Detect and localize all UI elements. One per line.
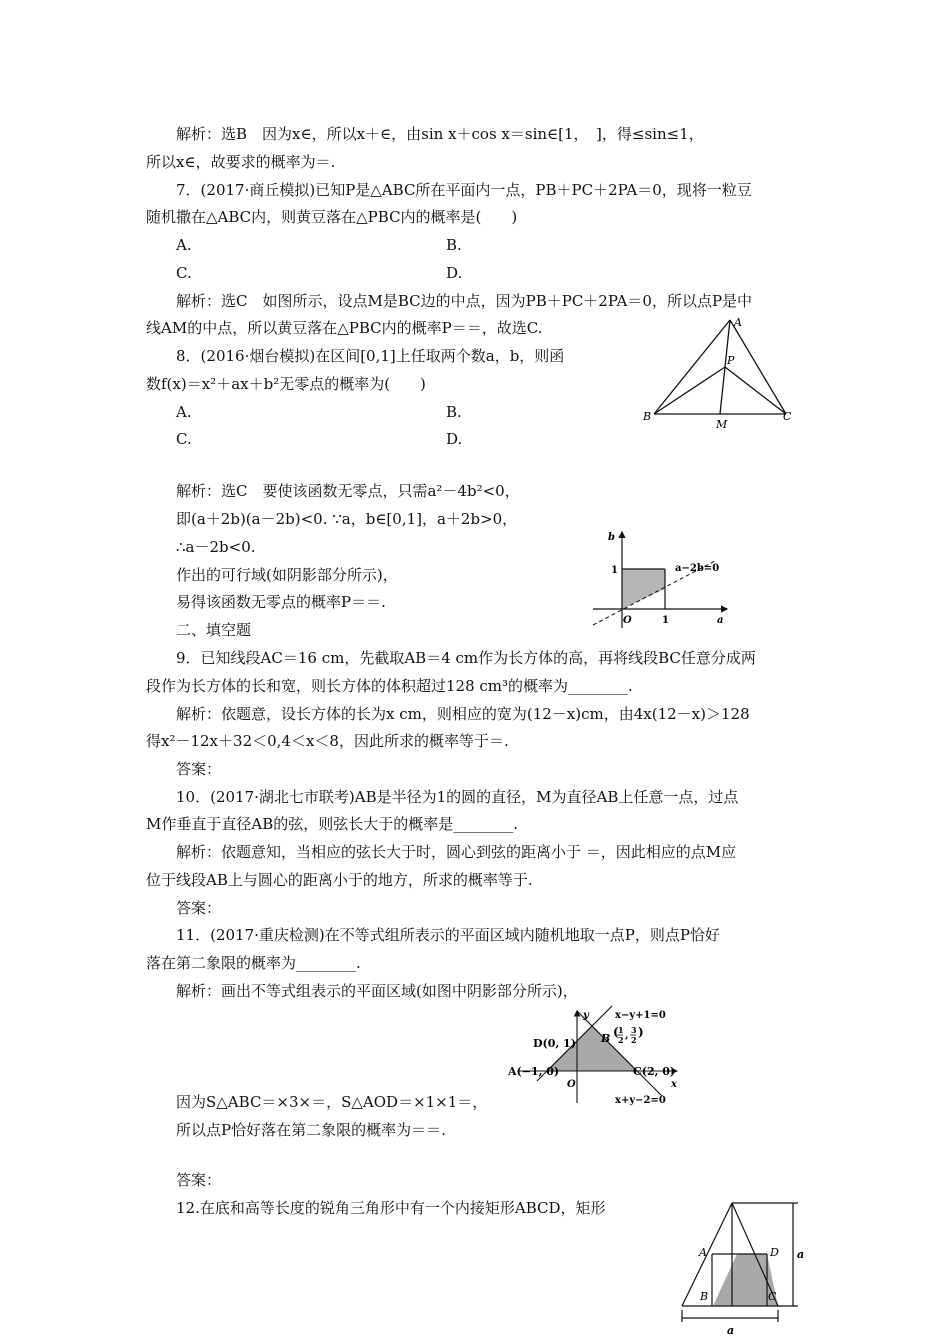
q8-solution-line4: 作出的可行域(如阴影部分所示)， (176, 566, 398, 584)
q9-stem-line2: 段作为长方体的长和宽，则长方体的体积超过128 cm³的概率为________. (146, 677, 633, 695)
q11-solution-line2: 因为S△ABC＝×3×＝，S△AOD＝×1×1＝， (176, 1093, 488, 1111)
q9-stem-line1: 9．已知线段AC＝16 cm，先截取AB＝4 cm作为长方体的高，再将线段BC任意分成两 (176, 649, 756, 667)
label-a: A (734, 316, 742, 329)
q10-answer: 答案： (176, 899, 222, 917)
q7-solution-line1: 解析：选C 如图所示，设点M是BC边的中点，因为PB＋PC＋2PA＝0，所以点P是中 (176, 292, 753, 310)
q8-option-b: B. (446, 403, 462, 421)
line2-label: x+y−2=0 (615, 1095, 666, 1106)
rect-label-b: B (700, 1290, 709, 1303)
q8-stem-line2: 数f(x)＝x²＋ax＋b²无零点的概率为( ) (146, 375, 426, 393)
q7-solution-line2: 线AM的中点，所以黄豆落在△PBC内的概率P＝＝，故选C. (146, 319, 543, 337)
feasible-region-figure (585, 528, 735, 633)
q11-stem-line2: 落在第二象限的概率为________. (146, 954, 361, 972)
rect-label-a: A (699, 1246, 707, 1259)
rect-label-c: C (768, 1290, 777, 1303)
q9-solution-line1: 解析：依题意，设长方体的长为x cm，则相应的宽为(12－x)cm，由4x(12－x)＞128 (176, 705, 750, 723)
line-label: a−2b=0 (675, 563, 720, 574)
label-b: B (643, 410, 652, 423)
axis-x-label: x (671, 1079, 677, 1090)
height-label: a (797, 1248, 805, 1261)
q10-stem-line2: M作垂直于直径AB的弦，则弦长大于的概率是________. (146, 815, 518, 833)
point-d-label: D(0, 1) (533, 1037, 576, 1050)
q7-stem-line1: 7．(2017·商丘模拟)已知P是△ABC所在平面内一点，PB＋PC＋2PA＝0，现将一粒豆 (176, 181, 752, 199)
q11-answer: 答案： (176, 1171, 222, 1189)
q10-solution-line1: 解析：依题意知，当相应的弦长大于时，圆心到弦的距离小于 ＝，因此相应的点M应 (176, 843, 737, 861)
label-p: P (727, 354, 735, 367)
q10-stem-line1: 10．(2017·湖北七市联考)AB是半径为1的圆的直径，M为直径AB上任意一点，过点 (176, 788, 739, 806)
q7-option-b: B. (446, 236, 462, 254)
point-b-paren-open: ( (613, 1025, 619, 1039)
q8-solution-line1: 解析：选C 要使该函数无零点，只需a²－4b²<0， (176, 482, 520, 500)
point-a-label: A(−1, 0) (508, 1065, 560, 1078)
rect-label-d: D (770, 1246, 779, 1259)
q9-answer: 答案： (176, 760, 222, 778)
q8-solution-line3: ∴a－2b<0. (176, 538, 256, 556)
origin-label: O (567, 1079, 576, 1090)
q7-option-c: C. (176, 264, 192, 282)
q7-option-d: D. (446, 264, 463, 282)
q10-solution-line2: 位于线段AB上与圆心的距离小于的地方，所求的概率等于. (146, 871, 533, 889)
origin-label: O (623, 615, 632, 626)
axis-a-label: a (717, 615, 724, 626)
point-b-comma: , (625, 1030, 629, 1041)
base-label: a (727, 1324, 735, 1337)
q8-option-c: C. (176, 430, 192, 448)
q8-solution-line2: 即(a＋2b)(a－2b)<0. ∵a，b∈[0,1]，a＋2b>0， (176, 510, 518, 528)
q6-solution-line1: 解析：选B 因为x∈，所以x＋∈，由sin x＋cos x＝sin∈[1， ]，得≤sin≤1， (176, 125, 704, 143)
axis-y-label: y (583, 1010, 589, 1021)
point-b-num-y: 3 (631, 1025, 637, 1035)
tick-one-b: 1 (611, 565, 618, 576)
inscribed-rectangle-figure (672, 1198, 812, 1344)
inequality-region-figure (505, 1008, 685, 1108)
point-b-den-y: 2 (631, 1035, 637, 1045)
q7-stem-line2: 随机撒在△ABC内，则黄豆落在△PBC内的概率是( ) (146, 208, 518, 226)
q8-option-a: A. (176, 403, 192, 421)
q11-stem-line1: 11．(2017·重庆检测)在不等式组所表示的平面区域内随机地取一点P，则点P恰好 (176, 926, 720, 944)
q7-option-a: A. (176, 236, 192, 254)
point-c-label: C(2, 0) (633, 1065, 676, 1078)
section-heading-fill-in: 二、填空题 (176, 621, 252, 639)
q8-option-d: D. (446, 430, 463, 448)
q6-solution-line2: 所以x∈，故要求的概率为＝. (146, 153, 336, 171)
triangle-abc-figure (640, 312, 800, 432)
q11-solution-line3: 所以点P恰好落在第二象限的概率为＝＝. (176, 1121, 446, 1139)
label-m: M (716, 418, 728, 431)
point-b-paren-close: ) (638, 1025, 644, 1039)
q11-solution-line1: 解析：画出不等式组表示的平面区域(如图中阴影部分所示)， (176, 982, 578, 1000)
point-b-label: B (601, 1032, 611, 1045)
label-c: C (783, 410, 792, 423)
point-b-num-x: 1 (618, 1025, 624, 1035)
q8-solution-line5: 易得该函数无零点的概率P＝＝. (176, 593, 386, 611)
point-b-den-x: 2 (618, 1035, 624, 1045)
tick-one-a: 1 (662, 615, 669, 626)
q12-stem-line1: 12.在底和高等长度的锐角三角形中有一个内接矩形ABCD，矩形 (176, 1199, 606, 1217)
q8-stem-line1: 8．(2016·烟台模拟)在区间[0,1]上任取两个数a，b，则函 (176, 347, 565, 365)
axis-b-label: b (608, 532, 615, 543)
line1-label: x−y+1=0 (615, 1010, 666, 1021)
q9-solution-line2: 得x²－12x＋32＜0,4＜x＜8，因此所求的概率等于＝. (146, 732, 509, 750)
